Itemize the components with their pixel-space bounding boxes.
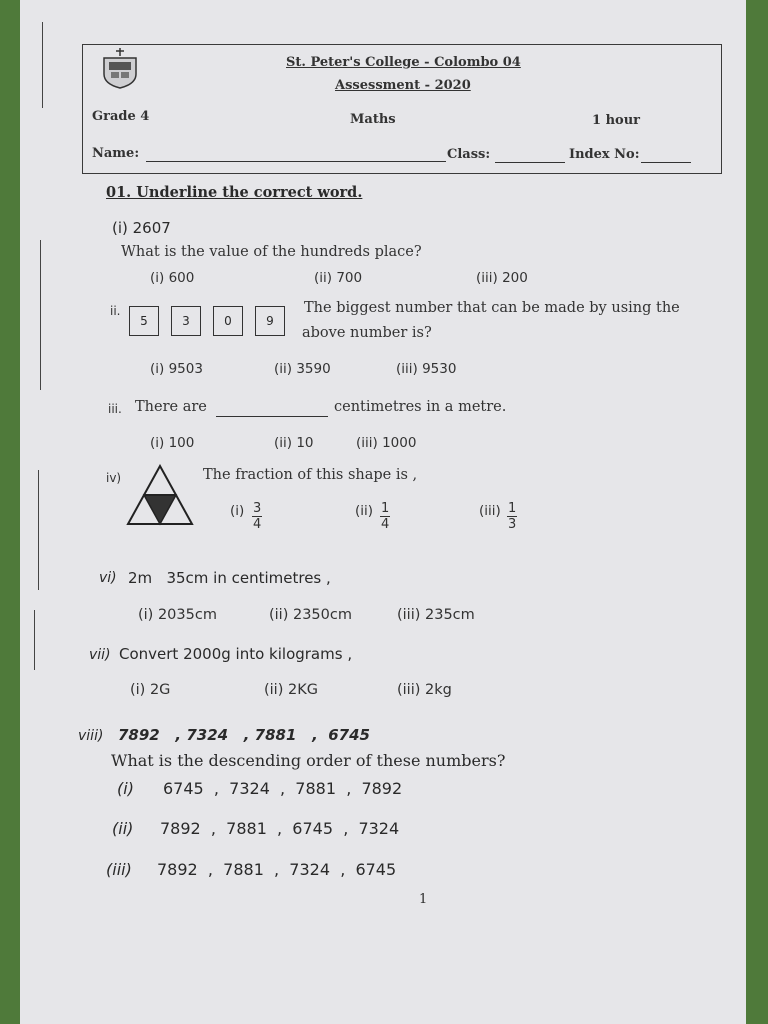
margin-line [38,470,39,590]
q3-text-before: There are [135,399,207,415]
q7-option-3[interactable]: (iii) 2kg [397,682,452,698]
q8-text: What is the descending order of these numbers? [111,751,506,770]
q2-option-1[interactable]: (i) 9503 [150,361,203,377]
q8-option-3-value[interactable]: 7892 , 7881 , 7324 , 6745 [157,860,397,879]
page-number: 1 [419,892,428,907]
q4-option-2-label[interactable]: (ii) [355,503,374,519]
margin-line [34,610,35,670]
q1-option-1[interactable]: (i) 600 [150,270,195,286]
digit-box: 5 [129,306,159,336]
q1-label: (i) 2607 [112,219,171,237]
q3-option-2[interactable]: (ii) 10 [274,435,314,451]
q4-option-3-fraction[interactable]: $\frac{1}{3}$ [508,501,517,532]
subject-label: Maths [350,112,396,127]
q2-text-line2: above number is? [302,325,432,341]
q2-text-line1: The biggest number that can be made by using the [304,300,680,316]
q4-option-2-fraction[interactable]: $\frac{1}{4}$ [381,501,390,532]
q3-answer-blank[interactable] [216,400,328,417]
section-title: 01. Underline the correct word. [106,184,363,201]
digit-box: 0 [213,306,243,336]
q4-option-3-label[interactable]: (iii) [479,503,501,519]
grade-label: Grade 4 [92,109,150,124]
q4-option-1-label[interactable]: (i) [230,503,245,519]
class-field[interactable] [495,147,565,163]
margin-line [40,240,41,390]
q2-option-2[interactable]: (ii) 3590 [274,361,331,377]
q6-option-2[interactable]: (ii) 2350cm [269,607,352,623]
q4-label: iv) [106,471,122,485]
q2-label: ii. [110,304,121,318]
q7-text: Convert 2000g into kilograms , [119,645,353,663]
q1-option-3[interactable]: (iii) 200 [476,270,528,286]
q8-label: viii) [78,728,104,744]
q8-option-1-value[interactable]: 6745 , 7324 , 7881 , 7892 [163,779,403,798]
q6-option-1[interactable]: (i) 2035cm [138,607,217,623]
q6-option-3[interactable]: (iii) 235cm [397,607,475,623]
q7-label: vii) [89,647,111,663]
school-name: St. Peter's College - Colombo 04 [286,55,521,70]
q8-option-1-label[interactable]: (i) [117,779,134,798]
q8-option-3-label[interactable]: (iii) [106,860,132,879]
q2-option-3[interactable]: (iii) 9530 [396,361,457,377]
q7-option-2[interactable]: (ii) 2KG [264,682,318,698]
q6-text: 2m 35cm in centimetres , [128,569,331,587]
school-crest-icon [100,46,140,90]
q1-option-2[interactable]: (ii) 700 [314,270,363,286]
q8-option-2-value[interactable]: 7892 , 7881 , 6745 , 7324 [160,819,400,838]
q1-text: What is the value of the hundreds place? [121,244,422,260]
index-field[interactable] [641,147,691,163]
index-label: Index No: [569,147,640,162]
q3-option-1[interactable]: (i) 100 [150,435,195,451]
duration-label: 1 hour [592,113,640,128]
q4-option-1-fraction[interactable]: $\frac{3}{4}$ [253,501,262,532]
q3-label: iii. [108,402,122,416]
digit-box: 3 [171,306,201,336]
margin-line [42,22,43,108]
q3-option-3[interactable]: (iii) 1000 [356,435,417,451]
q8-numbers: 7892 , 7324 , 7881 , 6745 [118,726,370,744]
class-label: Class: [447,147,491,162]
name-field[interactable] [146,146,446,162]
name-label: Name: [92,146,140,161]
q6-label: vi) [99,570,117,586]
assessment-title: Assessment - 2020 [335,78,471,93]
q3-text-after: centimetres in a metre. [334,399,507,415]
triangle-fraction-shape [126,464,194,526]
digit-box: 9 [255,306,285,336]
q7-option-1[interactable]: (i) 2G [130,682,171,698]
q4-text: The fraction of this shape is , [203,467,418,483]
q8-option-2-label[interactable]: (ii) [112,819,134,838]
